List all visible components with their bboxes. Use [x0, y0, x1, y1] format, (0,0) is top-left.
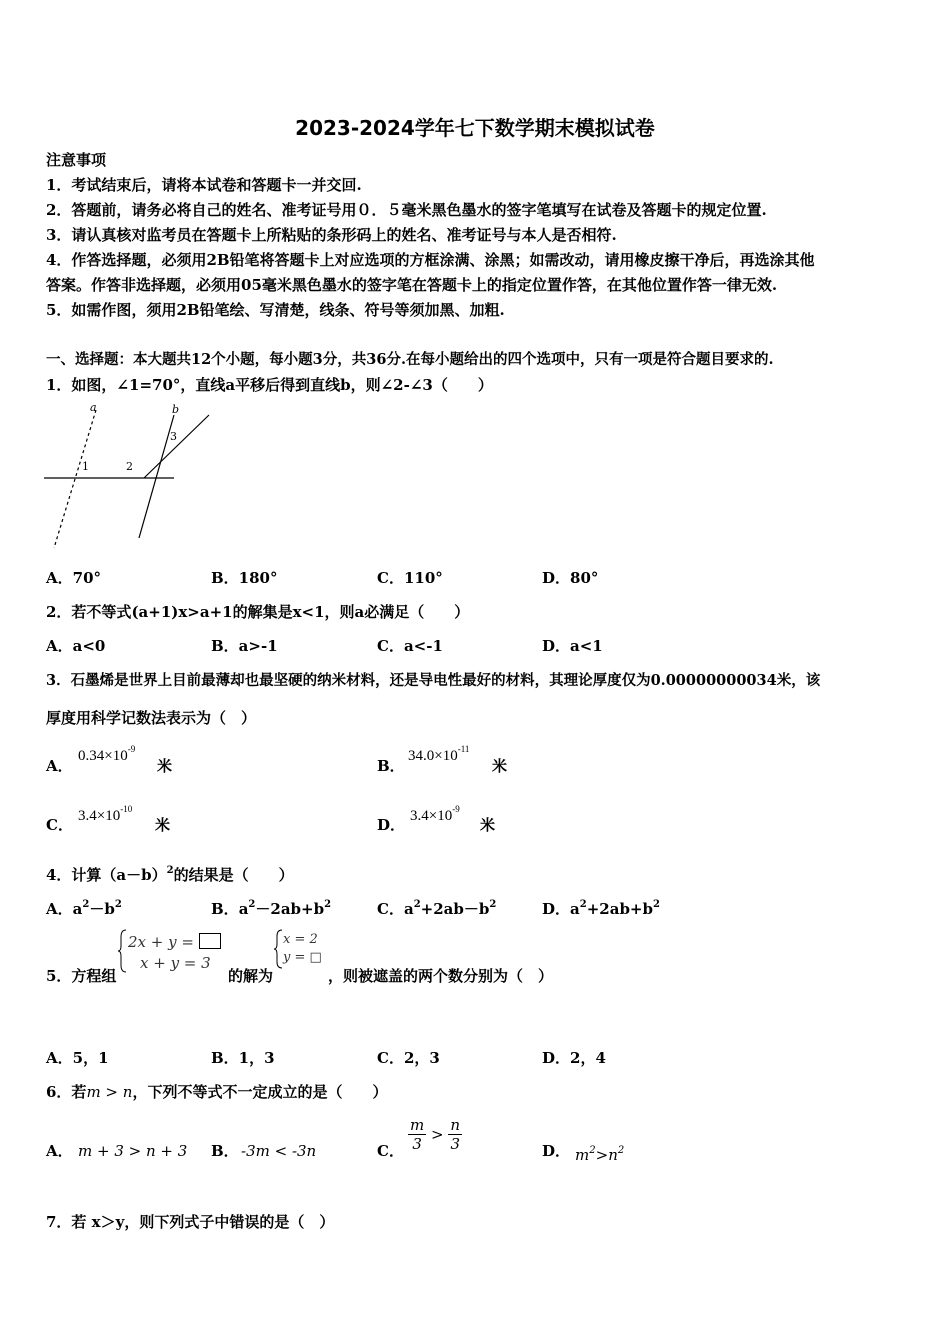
q6-option-d-label[interactable]: D．: [542, 1142, 571, 1160]
notice-item: 1．考试结束后，请将本试卷和答题卡一并交回.: [46, 176, 362, 194]
notice-heading: 注意事项: [46, 151, 107, 169]
q4-stem: 4．计算$(a-b)^2$的结果是（ ）: [46, 865, 294, 884]
q1-option-a[interactable]: A．70°: [46, 569, 102, 587]
q3-option-a-label[interactable]: A．: [46, 757, 73, 775]
q3-option-d-unit: 米: [480, 816, 496, 834]
label-1: 1: [82, 460, 89, 473]
q3-option-c-label[interactable]: C．: [46, 816, 73, 834]
q3-option-a-value: $0.34\times 10^{-9}$: [78, 744, 136, 764]
q3-stem-line2: 厚度用科学记数法表示为（ ）: [46, 709, 257, 727]
q5-option-a[interactable]: A．5，1: [46, 1049, 109, 1067]
q5-option-d[interactable]: D．2，4: [542, 1049, 606, 1067]
q4-option-a[interactable]: A．$a^2-b^2$: [46, 899, 122, 918]
q5-system1-eq2: x + y = 3: [140, 954, 211, 972]
q5-middle: 的解为: [228, 967, 274, 985]
q6-stem: 6．若m > n，下列不等式不一定成立的是（ ）: [46, 1083, 388, 1101]
q3-option-a-unit: 米: [157, 757, 173, 775]
q3-option-c-unit: 米: [155, 816, 171, 834]
q1-option-d[interactable]: D．80°: [542, 569, 599, 587]
q7-stem: 7．若 x＞y，则下列式子中错误的是（ ）: [46, 1213, 335, 1231]
brace-icon: [273, 929, 283, 969]
covered-box-icon: [199, 933, 221, 949]
transversal-line: [144, 415, 209, 478]
q1-option-b[interactable]: B．180°: [211, 569, 278, 587]
notice-item: 3．请认真核对监考员在答题卡上所粘贴的条形码上的姓名、准考证号与本人是否相符.: [46, 226, 617, 244]
q3-option-d-label[interactable]: D．: [377, 816, 406, 834]
q5-system2-eq2: y = □: [283, 950, 322, 965]
q6-option-a-label[interactable]: A．: [46, 1142, 73, 1160]
q2-stem: 2．若不等式(a+1)x>a+1的解集是x<1，则a必满足（ ）: [46, 603, 470, 621]
q6-option-d-expr: $m^2>n^2$: [575, 1145, 625, 1164]
q3-option-b-label[interactable]: B．: [377, 757, 405, 775]
q2-option-d[interactable]: D．a<1: [542, 637, 603, 655]
q6-option-b-expr: -3m < -3n: [241, 1142, 317, 1160]
label-2: 2: [126, 460, 133, 473]
line-a: [54, 410, 96, 548]
label-a: a: [90, 401, 97, 414]
q5-system1-eq1: 2x + y =: [128, 932, 221, 952]
q6-option-b-label[interactable]: B．: [211, 1142, 239, 1160]
page-title: 2023-2024学年七下数学期末模拟试卷: [295, 116, 655, 140]
q2-option-c[interactable]: C．a<-1: [377, 637, 443, 655]
q5-suffix: ，则被遮盖的两个数分别为（ ）: [328, 967, 554, 985]
label-b: b: [172, 403, 180, 416]
q2-option-b[interactable]: B．a>-1: [211, 637, 278, 655]
q5-system2-eq1: x = 2: [283, 932, 318, 947]
q1-option-c[interactable]: C．110°: [377, 569, 443, 587]
q6-option-a-expr: m + 3 > n + 3: [78, 1142, 188, 1160]
section-heading: 一、选择题：本大题共12个小题，每小题3分，共36分.在每小题给出的四个选项中，只有一项是符合题目要求的.: [46, 351, 774, 368]
q3-option-d-value: $3.4\times 10^{-9}$: [410, 804, 460, 824]
q1-stem: 1．如图，∠1=70°，直线a平移后得到直线b，则∠2-∠3（ ）: [46, 376, 493, 394]
q2-option-a[interactable]: A．a<0: [46, 637, 106, 655]
line-b: [139, 415, 174, 538]
notice-item: 答案。作答非选择题，必须用05毫米黑色墨水的签字笔在答题卡上的指定位置作答，在其他位置作答一律无效.: [46, 276, 778, 294]
brace-icon: [117, 929, 127, 973]
label-3: 3: [170, 430, 177, 443]
q3-stem-line1: 3．石墨烯是世界上目前最薄却也最坚硬的纳米材料，还是导电性最好的材料，其理论厚度仅为0.00000000034米，该: [46, 672, 821, 689]
notice-item: 4．作答选择题，必须用2B铅笔将答题卡上对应选项的方框涂满、涂黑；如需改动，请用橡皮擦干净后，再选涂其他: [46, 251, 815, 269]
q5-option-c[interactable]: C．2，3: [377, 1049, 440, 1067]
q4-option-b[interactable]: B．$a^2-2ab+b^2$: [211, 899, 332, 918]
q5-prefix: 5．方程组: [46, 967, 117, 985]
q3-option-b-value: $34.0\times 10^{-11}$: [408, 744, 470, 764]
q3-option-b-unit: 米: [492, 757, 508, 775]
q6-option-c-label[interactable]: C．: [377, 1142, 404, 1160]
q4-option-d[interactable]: D．$a^2+2ab+b^2$: [542, 899, 660, 918]
q6-option-c-expr: $\frac{m}{3}$ > $\frac{n}{3}$: [410, 1116, 461, 1153]
q5-option-b[interactable]: B．1，3: [211, 1049, 275, 1067]
q1-figure: [44, 400, 219, 555]
notice-item: 2．答题前，请务必将自己的姓名、准考证号用０．５毫米黑色墨水的签字笔填写在试卷及答题卡的规定位置.: [46, 201, 767, 219]
q4-option-c[interactable]: C．$a^2+2ab-b^2$: [377, 899, 497, 918]
q3-option-c-value: $3.4\times 10^{-10}$: [78, 804, 133, 824]
notice-item: 5．如需作图，须用2B铅笔绘、写清楚，线条、符号等须加黑、加粗.: [46, 301, 505, 319]
